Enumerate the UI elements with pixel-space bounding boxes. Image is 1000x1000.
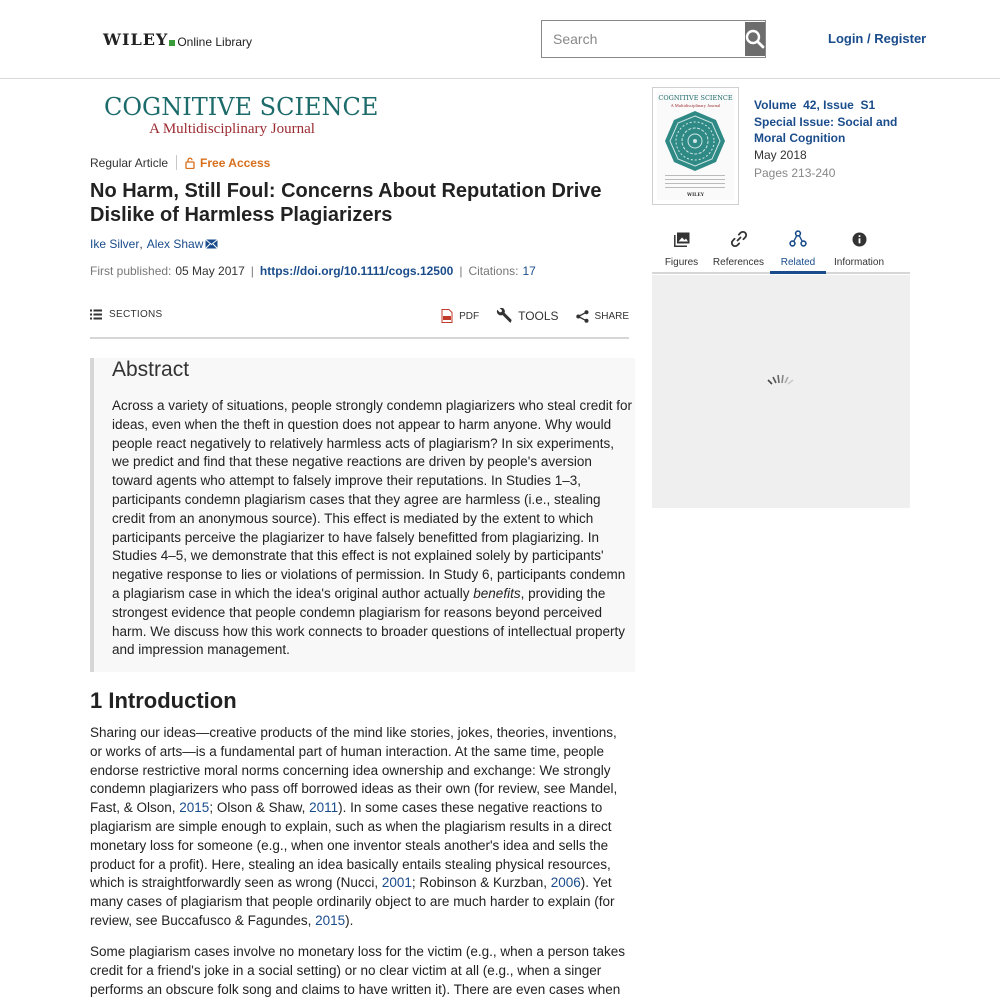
issue-number: S1	[860, 98, 876, 112]
tools-label: TOOLS	[518, 309, 559, 323]
abstract-heading: Abstract	[112, 358, 190, 381]
citation-link[interactable]: 2011	[309, 800, 339, 816]
article-toolbar	[90, 306, 629, 339]
special-issue-link[interactable]: Special Issue: Social and Moral Cognition	[754, 115, 898, 145]
author-link[interactable]: Alex Shaw	[146, 237, 204, 251]
abstract-text-part: , providing the strongest evidence that people condemn plagiarism for reasons beyond perceived harm. We discuss how this work connects to broader questions of intellectual property and impression management.	[112, 585, 625, 658]
paragraph-text: Sharing our ideas—creative products of the mind like stories, jokes, theories, inventions, or works of arts—is a fundamental part of human interaction. At the same time, people endorse restrictive moral norms concerning idea ownership and exchange: We strongly condemn plagiarizers who pass off borrowed ideas as their own (for review, see Mandel, Fast, & Olson,	[90, 725, 618, 816]
issue-cover-image[interactable]	[652, 87, 739, 205]
cover-publisher: WILEY	[687, 193, 704, 198]
citations-label: Citations:	[468, 264, 519, 278]
journal-logo[interactable]	[104, 93, 379, 138]
share-label: SHARE	[594, 310, 629, 322]
tab-related[interactable]	[770, 223, 826, 272]
divider: |	[459, 264, 463, 278]
volume-number: 42	[803, 98, 817, 112]
pdf-icon	[441, 309, 453, 323]
cover-text-line	[665, 179, 725, 180]
volume-issue-link[interactable]: Volume 42, Issue S1	[754, 98, 876, 112]
search-icon	[745, 29, 765, 49]
network-icon	[789, 230, 807, 248]
search-input[interactable]	[542, 21, 745, 57]
author-link[interactable]: Ike Silver	[90, 237, 140, 251]
author-list	[90, 237, 218, 251]
article-title: No Harm, Still Foul: Concerns About Reputation Drive Dislike of Harmless Plagiarizers	[90, 180, 602, 226]
abstract-section	[90, 358, 635, 672]
author-separator: ,	[139, 237, 143, 251]
paragraph-text: ). Yet many cases of plagiarism that people ordinarily object to are much harder to explain (for review, see Buccafusco & Fagundes,	[90, 875, 615, 928]
search-button[interactable]	[745, 22, 765, 56]
link-icon	[730, 230, 748, 248]
wrench-icon	[496, 308, 512, 324]
abstract-emphasis: benefits	[473, 585, 521, 601]
abstract-text	[112, 397, 632, 660]
free-access-label: Free Access	[200, 155, 271, 170]
tab-information[interactable]	[828, 223, 890, 272]
citation-link[interactable]: 2001	[381, 875, 412, 891]
share-button[interactable]	[576, 310, 629, 323]
publication-info	[90, 264, 536, 278]
pdf-button[interactable]	[441, 309, 479, 323]
issue-info	[754, 97, 914, 181]
abstract-text-part: Across a variety of situations, people strongly condemn plagiarizers who steal credit for ideas, even when the theft in question does not appear to harm anyone. Why would people react negatively to relatively harmless acts of plagiarism? In six experiments, we predict and find that these negative reactions are driven by people's aversion toward agents who attempt to falsely improve their reputations. In Studies 1–3, participants condemn plagiarism cases that they agree are harmless (i.e., stealing credit from an anonymous source). This effect is mediated by the extent to which participants perceive the plagiarizer to have falsely benefitted from plagiarizing. In Studies 4–5, we demonstrate that this effect is not explained solely by participants' negative response to lies or violations of permission. In Study 6, participants condemn a plagiarism case in which the idea's original author actually	[112, 398, 633, 601]
wiley-online-library-logo[interactable]	[103, 30, 252, 49]
pdf-label: PDF	[459, 310, 480, 322]
free-access-badge	[185, 156, 270, 170]
toolbar-actions	[424, 308, 629, 324]
tools-button[interactable]	[496, 308, 558, 324]
divider	[176, 155, 177, 170]
citations-count-link[interactable]: 17	[522, 264, 536, 278]
list-icon	[90, 309, 102, 320]
search-box	[541, 20, 766, 58]
issue-date: May 2018	[754, 148, 807, 162]
envelope-icon[interactable]	[205, 239, 218, 249]
cover-text-line	[665, 183, 725, 184]
cover-artwork	[657, 92, 734, 200]
tab-figures[interactable]	[652, 223, 711, 272]
unlock-icon	[185, 157, 195, 169]
introduction-paragraph: Some plagiarism cases involve no monetary loss for the victim (e.g., when a person takes credit for a friend's joke in a social setting) or no clear victim at all (e.g., when a singer performs an obscure folk song and claims to have written it). There are even cases when	[90, 944, 625, 997]
brand-dot-icon	[169, 40, 175, 46]
divider: |	[250, 264, 254, 278]
first-published-date: 05 May 2017	[175, 264, 245, 278]
side-panel-tabs	[652, 223, 910, 274]
sections-label: SECTIONS	[109, 309, 163, 320]
login-register-link[interactable]: Login / Register	[828, 31, 927, 46]
tab-information-label: Information	[833, 257, 885, 268]
site-header	[0, 0, 1000, 79]
paragraph-text: ).	[345, 912, 354, 928]
cover-text-line	[665, 187, 725, 188]
paragraph-text: ). In some cases these negative reactions to plagiarism are simple enough to explain, such as when the plagiarism results in a direct monetary loss for someone (e.g., when one inventor steals another's idea and sells the product for a profit). Here, stealing an idea basically entails stealing physical resources, which is straightforwardly seen as wrong (Nucci,	[90, 800, 612, 891]
first-published-label: First published:	[90, 264, 172, 278]
info-icon	[852, 232, 867, 247]
tab-references-label: References	[712, 257, 765, 268]
side-panel-content	[652, 275, 910, 508]
share-icon	[576, 310, 589, 323]
citation-link[interactable]: 2006	[550, 875, 581, 891]
image-icon	[674, 232, 690, 247]
brand-name: WILEY	[103, 30, 169, 49]
journal-subtitle: A Multidisciplinary Journal	[149, 121, 315, 137]
introduction-heading: 1 Introduction	[90, 688, 237, 713]
volume-label: Volume	[754, 98, 797, 112]
cover-subtitle: A Multidisciplinary Journal	[670, 103, 721, 108]
paragraph-text: ; Robinson & Kurzban,	[411, 875, 551, 891]
introduction-paragraph	[90, 724, 630, 931]
cover-title: COGNITIVE SCIENCE	[658, 94, 733, 102]
doi-link[interactable]: https://doi.org/10.1111/cogs.12500	[259, 264, 454, 278]
tab-references[interactable]	[711, 223, 766, 272]
paragraph-text: ; Olson & Shaw,	[209, 800, 310, 816]
sections-button[interactable]	[90, 309, 163, 320]
issue-label: Issue	[823, 98, 854, 112]
issue-pages: Pages 213-240	[754, 166, 836, 180]
citation-link[interactable]: 2015	[179, 800, 210, 816]
article-type-row	[90, 155, 270, 170]
tab-related-label: Related	[780, 257, 816, 268]
cover-emblem-icon	[664, 110, 726, 172]
article-type: Regular Article	[90, 155, 169, 170]
loading-spinner-icon	[766, 372, 796, 386]
brand-product: Online Library	[177, 34, 253, 49]
cover-text-line	[665, 175, 725, 176]
citation-link[interactable]: 2015	[315, 912, 346, 928]
journal-title: COGNITIVE SCIENCE	[104, 93, 379, 121]
tab-figures-label: Figures	[664, 257, 699, 268]
